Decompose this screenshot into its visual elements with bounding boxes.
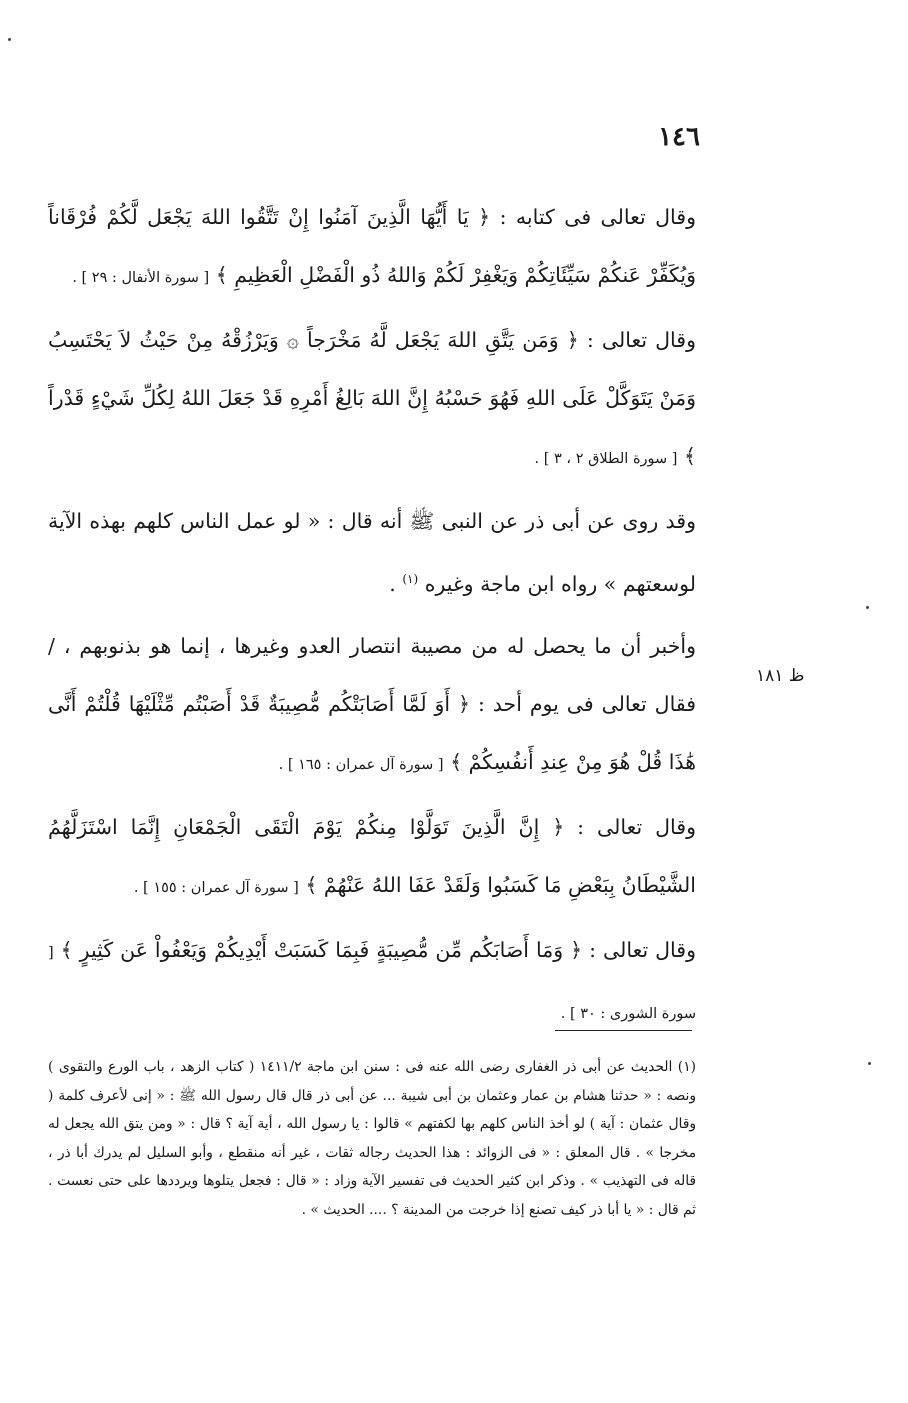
quran-citation: [ سورة الأنفال : ٢٩ ] .	[72, 270, 210, 286]
paragraph-text: وقال تعالى : ﴿ وَمَن يَتَّقِ اللهَ يَجْعَل لَّهُ مَخْرَجاً ۞ وَيَرْزُقْهُ مِنْ حَيْثُ لاَ يَحْتَسِبُ وَمَنْ يَتَوَكَّلْ عَلَى اللهِ فَهُوَ حَسْبُهُ إِنَّ اللهَ بَالِغُ أَمْرِهِ قَدْ جَعَلَ اللهُ لِكُلِّ شَيْءٍ قَدْراً ﴾	[48, 328, 696, 468]
quran-citation: [ سورة آل عمران : ١٦٥ ] .	[278, 756, 444, 773]
footnote-text: (١) الحديث عن أبى ذر الغفارى رضى الله عنه فى : سنن ابن ماجة ١٤١١/٢ ( كتاب الزهد ، باب الورع والتقوى ) ونصه : « حدثنا هشام بن عمار وعثمان بن أبى شيبة ... عن أبى ذر قال قال رسول الله ﷺ : « إنى لأعرف كلمة ( وقال عثمان : آية ) لو أخذ الناس كلهم بها لكفتهم » قالوا : يا رسول الله ، أية آية ؟ قال : « ومن يتق الله يجعل له مخرجا » . قال المعلق : « فى الزوائد : هذا الحديث رجاله ثقات ، غير أنه منقطع ، وأبو السليل لم يدرك أبا ذر ، قاله فى التهذيب » . وذكر ابن كثير الحديث فى تفسير الآية وزاد : « قال : فجعل يتلوها ويرددها على حتى نعست . ثم قال : « يا أبا ذر كيف تصنع إذا خرجت من المدينة ؟ .... الحديث » .	[48, 1059, 696, 1218]
paragraph-text: وقد روى عن أبى ذر عن النبى ﷺ أنه قال : « لو عمل الناس كلهم بهذه الآية لوسعتهم » رواه ابن ماجة وغيره	[48, 509, 696, 596]
paragraph	[48, 798, 696, 917]
print-speck	[8, 38, 11, 41]
footnote-separator	[555, 1030, 692, 1031]
paragraph	[48, 617, 696, 794]
quran-citation: [ سورة الطلاق ٢ ، ٣ ] .	[534, 451, 678, 467]
footnote	[48, 1053, 696, 1224]
paragraph-text: وقال تعالى فى كتابه : ﴿ يَا أَيُّهَا الَّذِينَ آمَنُوا إِنْ تَتَّقُوا اللهَ يَجْعَل لَّكُمْ فُرْقَاناً وَيُكَفِّرْ عَنكُمْ سَيِّئَاتِكُمْ وَيَغْفِرْ لَكُمْ وَاللهُ ذُو الْفَضْلِ الْعَظِيمِ ﴾	[48, 205, 696, 287]
main-text	[48, 188, 696, 1043]
paragraph-text: وأخبر أن ما يحصل له من مصيبة انتصار العدو وغيرها ، إنما هو بذنوبهم ، / فقال تعالى فى يوم أحد : ﴿ أَوَ لَمَّا أَصَابَتْكُم مُّصِيبَةٌ قَدْ أَصَبْتُم مِّثْلَيْهَا قُلْتُمْ أَنَّى هَٰذَا قُلْ هُوَ مِنْ عِندِ أَنفُسِكُمْ ﴾	[48, 633, 696, 774]
quran-citation: [ سورة آل عمران : ١٥٥ ] .	[133, 879, 299, 896]
paragraph	[48, 311, 696, 488]
paragraph-end: .	[389, 571, 396, 596]
quran-citation: [ سورة الشورى : ٣٠ ] .	[48, 944, 696, 1022]
paragraph-text: وقال تعالى : ﴿ وَمَا أَصَابَكُم مِّن مُّصِيبَةٍ فَبِمَا كَسَبَتْ أَيْدِيكُمْ وَيَعْفُواْ عَن كَثِيرٍ ﴾	[60, 937, 696, 962]
footnote-reference: (١)	[402, 572, 419, 586]
print-speck	[868, 1062, 871, 1065]
paragraph	[48, 188, 696, 307]
paragraph	[48, 921, 696, 1043]
paragraph-text: وقال تعالى : ﴿ إِنَّ الَّذِينَ تَوَلَّوْا مِنكُمْ يَوْمَ الْتَقَى الْجَمْعَانِ إِنَّمَا اسْتَزَلَّهُمُ الشَّيْطَانُ بِبَعْضِ مَا كَسَبُوا وَلَقَدْ عَفَا اللهُ عَنْهُمْ ﴾	[48, 814, 696, 897]
print-speck	[866, 606, 869, 609]
manuscript-folio-note: ظ ١٨١	[756, 666, 805, 686]
page-number: ١٤٦	[658, 122, 700, 152]
paragraph	[48, 492, 696, 613]
